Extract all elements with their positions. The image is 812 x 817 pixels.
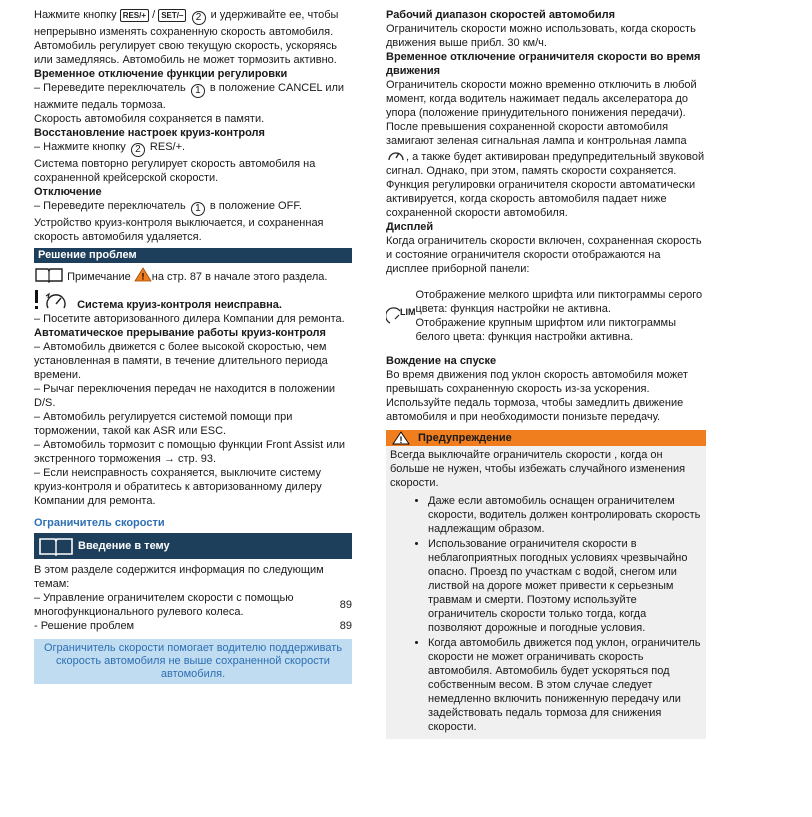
svg-text:!: ! xyxy=(141,271,145,282)
callout-1-icon: 1 xyxy=(191,202,205,216)
cruise-fault-icon xyxy=(34,290,74,312)
res-plus-button-icon: RES/+ xyxy=(120,9,149,22)
heading-disable: Отключение xyxy=(34,186,102,198)
heading-temp-disable: Временное отключение ограничителя скорости во время движения xyxy=(386,51,701,77)
warning-triangle-icon xyxy=(134,267,152,282)
heading-auto-interrupt: Автоматическое прерывание работы круиз-контроля xyxy=(34,327,326,339)
left-column xyxy=(34,8,352,684)
callout-2-icon: 2 xyxy=(131,143,145,157)
set-minus-button-icon: SET/– xyxy=(158,9,186,22)
auto-item-3: – Автомобиль регулируется системой помощи при торможении, такой как ASR или ESC. xyxy=(34,411,293,437)
auto-item-1: – Автомобиль движется с более высокой скоростью, чем установленная в памяти, в течение длительного периода времени. xyxy=(34,341,328,381)
toc-item-2[interactable]: - Решение проблем 89 xyxy=(34,620,352,632)
section-bar-troubleshoot: Решение проблем xyxy=(34,248,352,263)
info-box: Ограничитель скорости помогает водителю поддерживать скорость автомобиля не выше сохраненной скорости автомобиля. xyxy=(34,639,352,684)
heading-downhill: Вождение на спуске xyxy=(386,355,497,367)
heading-restore: Восстановление настроек круиз-контроля xyxy=(34,127,265,139)
auto-item-5: – Если неисправность сохраняется, выключите систему круиз-контроля и обратитесь к авторизованному дилеру Компании для ремонта. xyxy=(34,467,322,507)
heading-display: Дисплей xyxy=(386,221,434,233)
warning-list xyxy=(390,494,702,734)
book-icon xyxy=(34,267,64,283)
disable-instruction: – Переведите переключатель 1 в положение OFF. xyxy=(34,200,302,214)
disable-text: Устройство круиз-контроля выключается, и сохраненная скорость автомобиля удаляется. xyxy=(34,217,324,243)
lim-text-inactive: Отображение мелкого шрифта или пиктограммы серого цвета: функция настройки не активна. xyxy=(415,289,703,315)
callout-1-icon: 1 xyxy=(191,84,205,98)
temp-disable-text: Ограничитель скорости можно временно отключить в любой момент, когда водитель нажимает педаль акселератора до упора (положение принудительного понижения передачи). После превышения сохраненной скорости автомобиля замигают зеленая сигнальная лампа и контрольная лампа , а также будет активирован предупредительный звуковой сигнал. Однако, при этом, память скорости сохраняется. Функция регулировки ограничителя скорости автоматически активируется, когда скорость автомобиля падает ниже сохраненной скорости автомобиля. xyxy=(386,79,705,219)
note-line: Примечание ! на стр. 87 в начале этого раздела. xyxy=(34,267,352,284)
restore-instruction: – Нажмите кнопку 2 RES/+. xyxy=(34,141,186,155)
warning-intro: Всегда выключайте ограничитель скорости , когда он больше не нужен, чтобы избежать случайного изменения скорости. xyxy=(390,449,686,489)
fault-heading-line: Система круиз-контроля неисправна. xyxy=(34,290,352,312)
warning-item: • Даже если автомобиль оснащен ограничителем скорости, водитель должен контролировать скорость надлежащим образом. xyxy=(428,494,702,536)
range-text: Ограничитель скорости можно использовать, когда скорость движения выше прибл. 30 км/ч. xyxy=(386,23,696,49)
callout-2-icon: 2 xyxy=(192,11,206,25)
auto-item-4: – Автомобиль тормозит с помощью функции Front Assist или экстренного торможения → стр. 93. xyxy=(34,439,346,465)
lim-icon-container xyxy=(386,288,416,344)
warning-item: • Когда автомобиль движется под уклон, ограничитель скорости не может ограничивать скорость автомобиля. Автомобиль будет ускоряться под собственным весом. В этом случае следует немедленно включить пониженную передачу или задействовать педаль тормоза для снижения скорости. xyxy=(428,636,702,734)
warning-body xyxy=(386,446,706,739)
lim-text-active: Отображение крупным шрифтом или пиктограммы белого цвета: функция настройки активна. xyxy=(415,317,677,343)
auto-item-2: – Рычаг переключения передач не находится в положении D/S. xyxy=(34,383,336,409)
open-book-icon xyxy=(38,536,74,556)
fault-text: – Посетите авторизованного дилера Компании для ремонта. xyxy=(34,313,345,325)
heading-speed-limiter: Ограничитель скорости xyxy=(34,517,165,529)
intro-bar: Введение в тему xyxy=(34,533,352,559)
warning-triangle-icon xyxy=(390,431,412,445)
svg-text:!: ! xyxy=(399,435,403,445)
lim-descriptions xyxy=(416,288,707,344)
toc-item-1[interactable]: – Управление ограничителем скорости с помощью многофункционального рулевого колеса. 89 xyxy=(34,592,352,618)
temp-off-instruction: – Переведите переключатель 1 в положение CANCEL или нажмите педаль тормоза. xyxy=(34,82,345,111)
lim-label: LIM xyxy=(400,307,416,317)
display-text: Когда ограничитель скорости включен, сохраненная скорость и состояние ограничителя скорости отображаются на дисплее приборной панели: xyxy=(386,235,702,275)
right-column xyxy=(386,8,706,739)
downhill-text: Во время движения под уклон скорость автомобиля может превышать сохраненную скорость из-за ускорения. Используйте педаль тормоза, чтобы замедлить движение автомобиля и при необходимости понизьте передачу. xyxy=(386,369,688,423)
heading-temp-off: Временное отключение функции регулировки xyxy=(34,68,288,80)
warning-header: ! Предупреждение xyxy=(386,430,706,446)
heading-speed-range: Рабочий диапазон скоростей автомобиля xyxy=(386,9,616,21)
lim-display-row xyxy=(386,288,706,344)
intro-text: В этом разделе содержится информация по следующим темам: xyxy=(34,564,324,590)
paragraph-hold-buttons: Нажмите кнопку RES/+ / SET/– 2 и удерживайте ее, чтобы непрерывно изменять сохраненную скорость автомобиля. Автомобиль регулирует свою текущую скорость, ускоряясь или замедляясь. Автомобиль не может тормозить активно. xyxy=(34,9,339,66)
temp-off-saved: Скорость автомобиля сохраняется в памяти. xyxy=(34,113,265,125)
warning-item: • Использование ограничителя скорости в неблагоприятных погодных условиях чрезвычайно опасно. Проезд по участкам с водой, снегом или листвой на дороге может привести к серьезным травмам и смерти. Поэтому используйте ограничитель скорости только тогда, когда позволяют дорожные и погодные условия. xyxy=(428,537,702,635)
speed-limiter-lamp-icon xyxy=(386,148,406,162)
restore-text: Система повторно регулирует скорость автомобиля на сохраненной крейсерской скорости. xyxy=(34,158,316,184)
